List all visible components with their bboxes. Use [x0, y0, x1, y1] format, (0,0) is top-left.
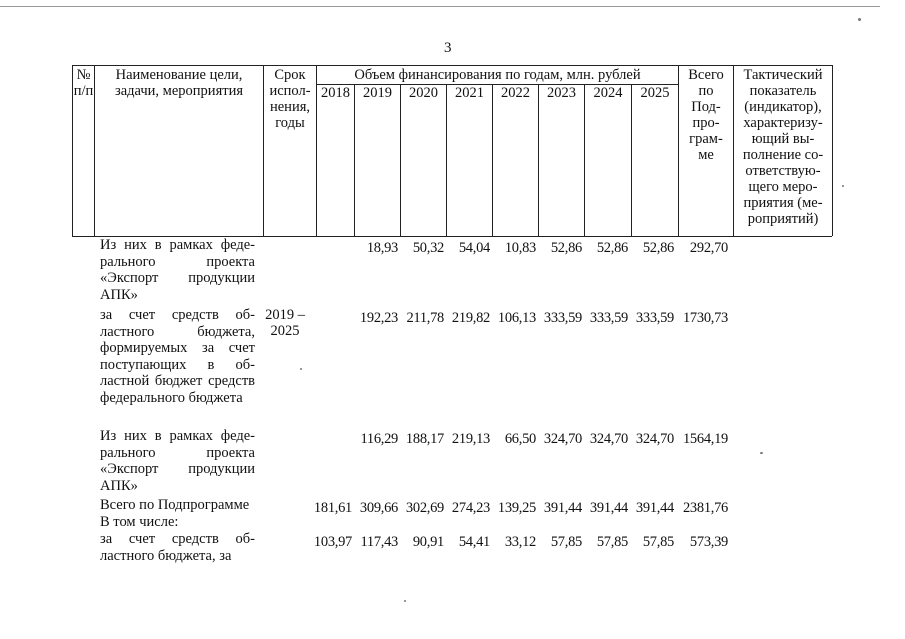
- row-value: 33,12: [504, 534, 536, 550]
- row-value: 52,86: [642, 240, 674, 256]
- header-total: Всего по Под-про-грам-ме: [688, 67, 724, 163]
- row-value: 333,59: [589, 310, 628, 326]
- row-value: 116,29: [360, 431, 398, 447]
- row-value: 106,13: [497, 310, 536, 326]
- row-term: 2019 – 2025: [265, 307, 305, 339]
- row-value: 324,70: [589, 431, 628, 447]
- row-value: 54,04: [458, 240, 490, 256]
- row-value: 188,17: [405, 431, 444, 447]
- scan-speck: [858, 18, 861, 21]
- header-year: 2019: [363, 85, 392, 101]
- row-value: 50,32: [412, 240, 444, 256]
- header-num: № п/п: [73, 67, 94, 99]
- header-year: 2023: [547, 85, 576, 101]
- row-value: 324,70: [543, 431, 582, 447]
- scan-speck: [404, 600, 406, 602]
- row-value: 181,61: [313, 500, 352, 516]
- header-funding: Объем финансирования по годам, млн. рублей: [354, 67, 641, 83]
- row-total: 292,70: [689, 240, 728, 256]
- row-total: 1564,19: [682, 431, 728, 447]
- scan-speck: [842, 185, 844, 187]
- row-value: 18,93: [366, 240, 398, 256]
- row-value: 57,85: [550, 534, 582, 550]
- row-value: 66,50: [504, 431, 536, 447]
- row-value: 333,59: [635, 310, 674, 326]
- row-value: 219,82: [451, 310, 490, 326]
- row-value: 10,83: [504, 240, 536, 256]
- header-year: 2018: [321, 85, 350, 101]
- row-total: 573,39: [689, 534, 728, 550]
- scan-speck: [760, 452, 763, 454]
- row-value: 333,59: [543, 310, 582, 326]
- scan-speck: [300, 368, 302, 370]
- header-indicator: Тактический показатель (индикатор), характеризу-ющий вы-полнение со-ответствую-щего меро-приятия (ме-роприятий): [742, 67, 824, 227]
- header-year: 2021: [455, 85, 484, 101]
- scan-top-edge: [0, 6, 880, 7]
- header-year: 2024: [593, 85, 623, 101]
- row-value: 391,44: [635, 500, 674, 516]
- header-year: 2020: [409, 85, 438, 101]
- row-value: 211,78: [406, 310, 444, 326]
- row-label: Всего по Подпрограмме В том числе:: [100, 497, 250, 530]
- row-value: 54,41: [458, 534, 490, 550]
- row-value: 90,91: [412, 534, 444, 550]
- row-value: 57,85: [596, 534, 628, 550]
- row-value: 52,86: [550, 240, 582, 256]
- header-year: 2025: [640, 85, 670, 101]
- row-label: за счет средств об-ластного бюджета, за: [100, 531, 255, 564]
- header-term: Срок испол-нения, годы: [269, 67, 311, 131]
- row-value: 139,25: [497, 500, 536, 516]
- row-value: 391,44: [543, 500, 582, 516]
- row-value: 52,86: [596, 240, 628, 256]
- row-label: за счет средств об-ластного бюджета, формируемых за счет поступающих в об-ластной бюджет средств федерального бюджета: [100, 307, 255, 406]
- row-value: 324,70: [635, 431, 674, 447]
- row-value: 391,44: [589, 500, 628, 516]
- row-value: 309,66: [359, 500, 398, 516]
- page-number: 3: [444, 40, 452, 56]
- row-value: 57,85: [642, 534, 674, 550]
- row-value: 302,69: [405, 500, 444, 516]
- row-value: 274,23: [451, 500, 490, 516]
- row-value: 219,13: [451, 431, 490, 447]
- row-total: 2381,76: [682, 500, 728, 516]
- row-value: 192,23: [359, 310, 398, 326]
- header-top-border: [72, 65, 832, 66]
- row-label: Из них в рамках феде-рального проекта «Экспорт продукции АПК»: [100, 237, 255, 303]
- row-value: 117,43: [360, 534, 398, 550]
- row-total: 1730,73: [682, 310, 728, 326]
- header-year: 2022: [501, 85, 530, 101]
- row-label: Из них в рамках феде-рального проекта «Экспорт продукции АПК»: [100, 428, 255, 494]
- row-value: 103,97: [313, 534, 352, 550]
- header-name: Наименование цели, задачи, мероприятия: [114, 67, 243, 99]
